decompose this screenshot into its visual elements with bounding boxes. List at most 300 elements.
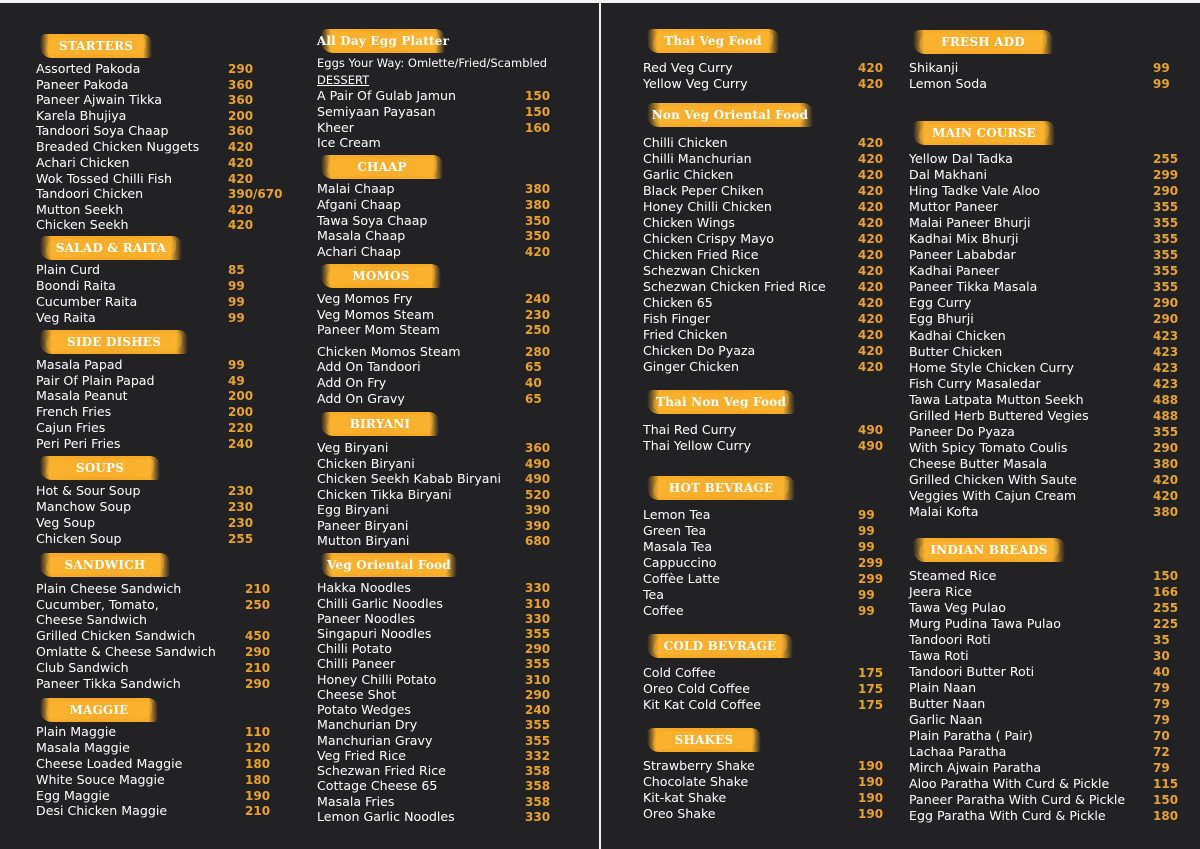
menu-item-price: 420 <box>858 216 884 230</box>
menu-item-name: Egg Curry <box>909 295 972 310</box>
menu-item-price: 360 <box>228 78 254 92</box>
menu-item-price: 255 <box>1153 152 1179 166</box>
menu-item-price: 420 <box>858 248 884 262</box>
menu-item-price: 280 <box>525 345 551 359</box>
menu-item <box>909 728 1200 744</box>
menu-item-name: Semiyaan Payasan <box>317 104 436 119</box>
menu-item-name: Chicken Crispy Mayo <box>643 231 774 246</box>
menu-item <box>909 712 1200 728</box>
section-title: SOUPS <box>75 461 125 475</box>
menu-item-price: 70 <box>1153 729 1170 743</box>
menu-item-price: 355 <box>525 734 551 748</box>
menu-item-price: 180 <box>1153 809 1179 823</box>
menu-item-price: 420 <box>858 184 884 198</box>
menu-item <box>909 456 1200 472</box>
menu-item <box>36 515 288 531</box>
menu-item-name: French Fries <box>36 404 112 419</box>
menu-item-name: Plain Maggie <box>36 724 117 739</box>
menu-item <box>909 664 1200 680</box>
menu-item-name: Potato Wedges <box>317 702 411 717</box>
menu-item-price: 355 <box>1153 425 1179 439</box>
menu-item-name: Honey Chilli Chicken <box>643 199 772 214</box>
menu-item-name: Cottage Cheese 65 <box>317 778 438 793</box>
section-banner-starters <box>40 34 152 58</box>
menu-item <box>909 760 1200 776</box>
menu-item-price: 240 <box>525 292 551 306</box>
menu-item <box>36 155 288 171</box>
menu-item-price: 420 <box>858 296 884 310</box>
menu-item-price: 355 <box>525 718 551 732</box>
menu-item-price: 350 <box>525 214 551 228</box>
menu-item <box>317 135 585 151</box>
menu-item <box>909 776 1200 792</box>
menu-item-price: 250 <box>525 323 551 337</box>
menu-item <box>909 279 1200 295</box>
menu-item-name: Veg Biryani <box>317 440 389 455</box>
menu-item-price: 380 <box>525 198 551 212</box>
menu-item-name: Veg Raita <box>36 310 96 325</box>
menu-item <box>909 696 1200 712</box>
menu-item <box>643 151 918 167</box>
menu-item-name: Hot & Sour Soup <box>36 483 141 498</box>
menu-item <box>36 202 288 218</box>
menu-item <box>643 555 918 571</box>
menu-item-name: Tandoori Chicken <box>36 186 144 201</box>
menu-item-name: Add On Tandoori <box>317 359 421 374</box>
menu-item-price: 360 <box>228 124 254 138</box>
menu-item-price: 210 <box>245 582 271 596</box>
menu-item-name: Kadhai Chicken <box>909 328 1006 343</box>
menu-item-name: Garlic Chicken <box>643 167 734 182</box>
menu-item <box>36 628 305 644</box>
menu-item-price: 488 <box>1153 393 1179 407</box>
menu-item-price: 190 <box>858 775 884 789</box>
menu-item-price: 420 <box>228 203 254 217</box>
menu-item-name: Malai Chaap <box>317 181 395 196</box>
menu-item-price: 360 <box>228 93 254 107</box>
menu-item-name: Chicken Biryani <box>317 456 415 471</box>
menu-item <box>36 217 288 233</box>
menu-item-name: Tandoori Soya Chaap <box>36 123 169 138</box>
menu-item <box>909 568 1200 584</box>
menu-item-price: 220 <box>228 421 254 435</box>
menu-item-price: 79 <box>1153 713 1170 727</box>
menu-item-name: Tandoori Butter Roti <box>909 664 1035 679</box>
menu-item <box>643 279 918 295</box>
menu-item-name: Green Tea <box>643 523 707 538</box>
menu-item <box>317 120 585 136</box>
menu-item <box>909 408 1200 424</box>
menu-item-price: 65 <box>525 392 542 406</box>
menu-item-price: 110 <box>245 725 271 739</box>
menu-item <box>909 76 1200 92</box>
section-title: BIRYANI <box>349 417 411 431</box>
menu-item-name: Murg Pudina Tawa Pulao <box>909 616 1061 631</box>
menu-item <box>317 104 585 120</box>
menu-item <box>36 420 288 436</box>
menu-item <box>909 328 1200 344</box>
section-banner-thai-veg-food <box>647 29 779 53</box>
menu-item-price: 240 <box>228 437 254 451</box>
menu-item-name: Kit Kat Cold Coffee <box>643 697 762 712</box>
menu-item <box>317 181 585 197</box>
menu-item-price: 99 <box>858 588 875 602</box>
menu-item <box>909 472 1200 488</box>
section-banner-all-day-egg-platter <box>316 29 450 53</box>
menu-item <box>909 360 1200 376</box>
menu-item <box>909 648 1200 664</box>
menu-item <box>909 424 1200 440</box>
menu-item-price: 40 <box>525 376 542 390</box>
menu-item-name: Mirch Ajwain Paratha <box>909 760 1042 775</box>
menu-item <box>317 55 585 71</box>
menu-item-price: 423 <box>1153 361 1179 375</box>
menu-item-price: 355 <box>525 627 551 641</box>
menu-item <box>36 531 288 547</box>
menu-item-name: Eggs Your Way: Omlette/Fried/Scambled <box>317 56 548 70</box>
menu-item-price: 450 <box>245 629 271 643</box>
menu-item-price: 390 <box>525 519 551 533</box>
menu-item <box>643 247 918 263</box>
menu-item-name: Chicken Seekh <box>36 217 129 232</box>
menu-item-price: 290 <box>525 642 551 656</box>
menu-item <box>317 518 585 534</box>
menu-item-price: 358 <box>525 764 551 778</box>
menu-item-name: Yellow Dal Tadka <box>909 151 1013 166</box>
menu-item <box>909 616 1200 632</box>
menu-item-price: 85 <box>228 263 245 277</box>
menu-item <box>317 197 585 213</box>
menu-item-name: Hing Tadke Vale Aloo <box>909 183 1040 198</box>
menu-item-name: Aloo Paratha With Curd & Pickle <box>909 776 1110 791</box>
menu-item-name: Masala Fries <box>317 794 395 809</box>
menu-item-price: 72 <box>1153 745 1170 759</box>
menu-item-name: Fried Chicken <box>643 327 728 342</box>
menu-item-name: Cappuccino <box>643 555 717 570</box>
menu-item-name: Masala Chaap <box>317 228 406 243</box>
menu-item <box>909 295 1200 311</box>
menu-item-price: 490 <box>858 423 884 437</box>
menu-item <box>36 676 305 692</box>
menu-item-name: Masala Peanut <box>36 388 128 403</box>
menu-item-name: Fish Curry Masaledar <box>909 376 1041 391</box>
menu-item-name: Home Style Chicken Curry <box>909 360 1074 375</box>
section-title: STARTERS <box>58 39 134 53</box>
menu-item-name: Malai Kofta <box>909 504 979 519</box>
menu-item <box>317 440 585 456</box>
menu-item-price: 355 <box>1153 248 1179 262</box>
menu-item <box>909 167 1200 183</box>
menu-item-name: Manchurian Gravy <box>317 733 433 748</box>
menu-item <box>909 680 1200 696</box>
menu-item-name: Lemon Tea <box>643 507 711 522</box>
menu-item-name: Lachaa Paratha <box>909 744 1007 759</box>
section-title: COLD BEVRAGE <box>663 639 777 653</box>
menu-item-price: 99 <box>858 508 875 522</box>
menu-item <box>36 404 288 420</box>
menu-item <box>643 697 918 713</box>
menu-item-price: 200 <box>228 109 254 123</box>
menu-item-name: Chilli Manchurian <box>643 151 752 166</box>
menu-item-name: Cheese Sandwich <box>36 612 147 627</box>
menu-item-price: 180 <box>245 773 271 787</box>
menu-item-price: 490 <box>525 457 551 471</box>
menu-item <box>909 183 1200 199</box>
menu-item-price: 99 <box>228 311 245 325</box>
section-title: All Day Egg Platter <box>316 34 450 48</box>
menu-item-name: Egg Maggie <box>36 788 110 803</box>
section-banner-side-dishes <box>40 330 188 354</box>
menu-item-name: Paneer Do Pyaza <box>909 424 1015 439</box>
menu-item <box>36 186 288 202</box>
menu-item-name: Karela Bhujiya <box>36 108 127 123</box>
menu-item <box>909 440 1200 456</box>
menu-item-price: 175 <box>858 682 884 696</box>
section-banner-momos <box>321 264 441 288</box>
menu-item-name: Grilled Herb Buttered Vegies <box>909 408 1089 423</box>
menu-item-price: 255 <box>228 532 254 546</box>
menu-item-price: 680 <box>525 534 551 548</box>
menu-item-name: Black Peper Chiken <box>643 183 764 198</box>
menu-item-name: Plain Curd <box>36 262 101 277</box>
menu-item-name: Veg Fried Rice <box>317 748 407 763</box>
menu-item-name: Chicken Soup <box>36 531 122 546</box>
menu-item-name: Add On Gravy <box>317 391 405 406</box>
menu-item-name: Chicken Tikka Biryani <box>317 487 452 502</box>
menu-item-name: Tawa Latpata Mutton Seekh <box>909 392 1084 407</box>
menu-item-name: Schezwan Fried Rice <box>317 763 446 778</box>
menu-item-price: 99 <box>1153 61 1170 75</box>
menu-item-price: 299 <box>858 572 884 586</box>
menu-item-price: 420 <box>228 172 254 186</box>
menu-item <box>317 717 585 733</box>
menu-item <box>643 311 918 327</box>
menu-item <box>909 808 1200 824</box>
menu-item <box>643 199 918 215</box>
menu-item <box>643 806 918 822</box>
menu-item <box>317 672 585 688</box>
menu-item-name: Paneer Paratha With Curd & Pickle <box>909 792 1126 807</box>
menu-item-name: Assorted Pakoda <box>36 61 141 76</box>
menu-item-name: Tandoori Roti <box>909 632 991 647</box>
menu-item-price: 175 <box>858 698 884 712</box>
menu-item-price: 420 <box>858 61 884 75</box>
section-banner-chaap <box>321 155 443 179</box>
menu-item <box>317 626 585 642</box>
menu-item <box>643 774 918 790</box>
menu-item-price: 420 <box>858 168 884 182</box>
menu-item <box>909 263 1200 279</box>
menu-item-name: Masala Tea <box>643 539 713 554</box>
menu-item-name: Chicken Momos Steam <box>317 344 461 359</box>
menu-item <box>909 199 1200 215</box>
menu-item-name: Ginger Chicken <box>643 359 739 374</box>
menu-item-price: 99 <box>858 524 875 538</box>
menu-item-name: Achari Chicken <box>36 155 130 170</box>
menu-item-price: 420 <box>858 77 884 91</box>
menu-item-name: Omlatte & Cheese Sandwich <box>36 644 216 659</box>
menu-item-name: Honey Chilli Potato <box>317 672 437 687</box>
section-banner-hot-bevrage <box>647 476 795 500</box>
menu-item <box>643 76 918 92</box>
menu-item-price: 358 <box>525 779 551 793</box>
menu-item-name: Egg Biryani <box>317 502 389 517</box>
menu-item-name: Chicken Do Pyaza <box>643 343 756 358</box>
menu-item-name: Ice Cream <box>317 135 381 150</box>
menu-item-price: 180 <box>245 757 271 771</box>
section-title: SANDWICH <box>64 558 146 572</box>
menu-item-price: 290 <box>245 645 271 659</box>
menu-item <box>36 294 288 310</box>
menu-item <box>643 539 918 555</box>
menu-item-price: 310 <box>525 597 551 611</box>
menu-item-price: 290 <box>525 688 551 702</box>
menu-item-name: Peri Peri Fries <box>36 436 121 451</box>
menu-item <box>643 665 918 681</box>
menu-item <box>643 523 918 539</box>
menu-item-name: Red Veg Curry <box>643 60 733 75</box>
menu-item-name: Chicken Fried Rice <box>643 247 759 262</box>
section-banner-sandwich <box>40 553 170 577</box>
menu-item-name: Paneer Lababdar <box>909 247 1016 262</box>
menu-item-name: Chilli Chicken <box>643 135 728 150</box>
menu-item-name: Chilli Potato <box>317 641 392 656</box>
menu-item-price: 420 <box>858 200 884 214</box>
menu-item <box>317 72 585 88</box>
menu-item-name: Paneer Pakoda <box>36 77 129 92</box>
menu-item-name: Veg Momos Steam <box>317 307 435 322</box>
menu-item-price: 255 <box>1153 601 1179 615</box>
menu-item <box>36 772 305 788</box>
section-banner-shakes <box>647 728 761 752</box>
menu-item-name: Grilled Chicken Sandwich <box>36 628 196 643</box>
menu-item-price: 290 <box>1153 184 1179 198</box>
menu-item-name: Pair Of Plain Papad <box>36 373 155 388</box>
menu-item <box>317 213 585 229</box>
menu-item <box>643 231 918 247</box>
menu-item <box>317 702 585 718</box>
menu-item-name: Paneer Tikka Sandwich <box>36 676 181 691</box>
menu-item-price: 330 <box>525 810 551 824</box>
menu-item <box>909 600 1200 616</box>
menu-item <box>317 391 585 407</box>
menu-item-price: 290 <box>228 62 254 76</box>
menu-item-price: 380 <box>1153 505 1179 519</box>
menu-item-name: Fish Finger <box>643 311 711 326</box>
section-banner-maggie <box>40 698 158 722</box>
menu-item-name: Chilli Paneer <box>317 656 396 671</box>
menu-item <box>909 60 1200 76</box>
menu-item-name: Kheer <box>317 120 354 135</box>
menu-item-name: Egg Paratha With Curd & Pickle <box>909 808 1106 823</box>
menu-item-name: Hakka Noodles <box>317 580 411 595</box>
menu-item-price: 230 <box>228 500 254 514</box>
menu-item-price: 230 <box>228 484 254 498</box>
menu-item-price: 420 <box>228 140 254 154</box>
menu-item-price: 40 <box>1153 665 1170 679</box>
menu-item-price: 190 <box>245 789 271 803</box>
menu-item <box>317 809 585 825</box>
menu-item-name: Kadhai Mix Bhurji <box>909 231 1019 246</box>
menu-item-name: Veg Soup <box>36 515 96 530</box>
menu-item-price: 355 <box>1153 232 1179 246</box>
menu-item-price: 240 <box>525 703 551 717</box>
menu-item-price: 160 <box>525 121 551 135</box>
menu-item-name: A Pair Of Gulab Jamun <box>317 88 457 103</box>
menu-item-price: 190 <box>858 791 884 805</box>
menu-item <box>317 322 585 338</box>
menu-item <box>909 488 1200 504</box>
menu-item <box>909 744 1200 760</box>
menu-item-name: Lemon Garlic Noodles <box>317 809 455 824</box>
menu-item <box>36 278 288 294</box>
section-banner-salad-and-raita <box>40 236 182 260</box>
menu-item-name: Veg Momos Fry <box>317 291 413 306</box>
menu-item-name: White Souce Maggie <box>36 772 165 787</box>
menu-item-name: Cold Coffee <box>643 665 716 680</box>
menu-item-price: 49 <box>228 374 245 388</box>
menu-item-price: 380 <box>1153 457 1179 471</box>
section-title: CHAAP <box>357 160 407 174</box>
menu-item-name: Wok Tossed Chilli Fish <box>36 171 172 186</box>
menu-item-name: Jeera Rice <box>909 584 973 599</box>
menu-item-price: 65 <box>525 360 542 374</box>
menu-item-price: 355 <box>1153 200 1179 214</box>
menu-item <box>36 262 288 278</box>
section-title: Non Veg Oriental Food <box>651 108 809 122</box>
section-title: FRESH ADD <box>941 35 1025 49</box>
menu-item-name: Afgani Chaap <box>317 197 401 212</box>
menu-item-name: Tawa Veg Pulao <box>909 600 1007 615</box>
menu-item <box>36 597 305 613</box>
menu-item-price: 150 <box>525 105 551 119</box>
menu-item-name: Manchurian Dry <box>317 717 418 732</box>
menu-item-price: 190 <box>858 807 884 821</box>
menu-item-name: Paneer Tikka Masala <box>909 279 1038 294</box>
menu-item-price: 99 <box>228 279 245 293</box>
menu-item-price: 420 <box>228 218 254 232</box>
menu-item-price: 79 <box>1153 697 1170 711</box>
section-banner-thai-non-veg-food <box>647 390 795 414</box>
menu-item-price: 420 <box>1153 473 1179 487</box>
menu-item <box>36 357 288 373</box>
menu-item-price: 420 <box>858 280 884 294</box>
menu-item-name: Schezwan Chicken Fried Rice <box>643 279 826 294</box>
menu-item <box>317 641 585 657</box>
menu-item-price: 332 <box>525 749 551 763</box>
menu-item-name: Butter Chicken <box>909 344 1003 359</box>
menu-item <box>643 167 918 183</box>
menu-item-name: Masala Maggie <box>36 740 130 755</box>
menu-item-name: Plain Paratha ( Pair) <box>909 728 1033 743</box>
menu-item-price: 310 <box>525 673 551 687</box>
menu-item-price: 423 <box>1153 329 1179 343</box>
menu-item <box>36 171 288 187</box>
menu-item-price: 420 <box>858 264 884 278</box>
menu-item-price: 120 <box>245 741 271 755</box>
menu-item <box>643 587 918 603</box>
menu-item-price: 390/670 <box>228 187 283 201</box>
menu-item <box>317 502 585 518</box>
menu-item-name: Manchow Soup <box>36 499 132 514</box>
menu-item-name: Coffee <box>643 603 684 618</box>
menu-item <box>317 244 585 260</box>
menu-item <box>317 307 585 323</box>
menu-item <box>643 790 918 806</box>
menu-item-name: Plain Cheese Sandwich <box>36 581 182 596</box>
section-title: MAIN COURSE <box>932 126 1036 140</box>
menu-item <box>643 295 918 311</box>
